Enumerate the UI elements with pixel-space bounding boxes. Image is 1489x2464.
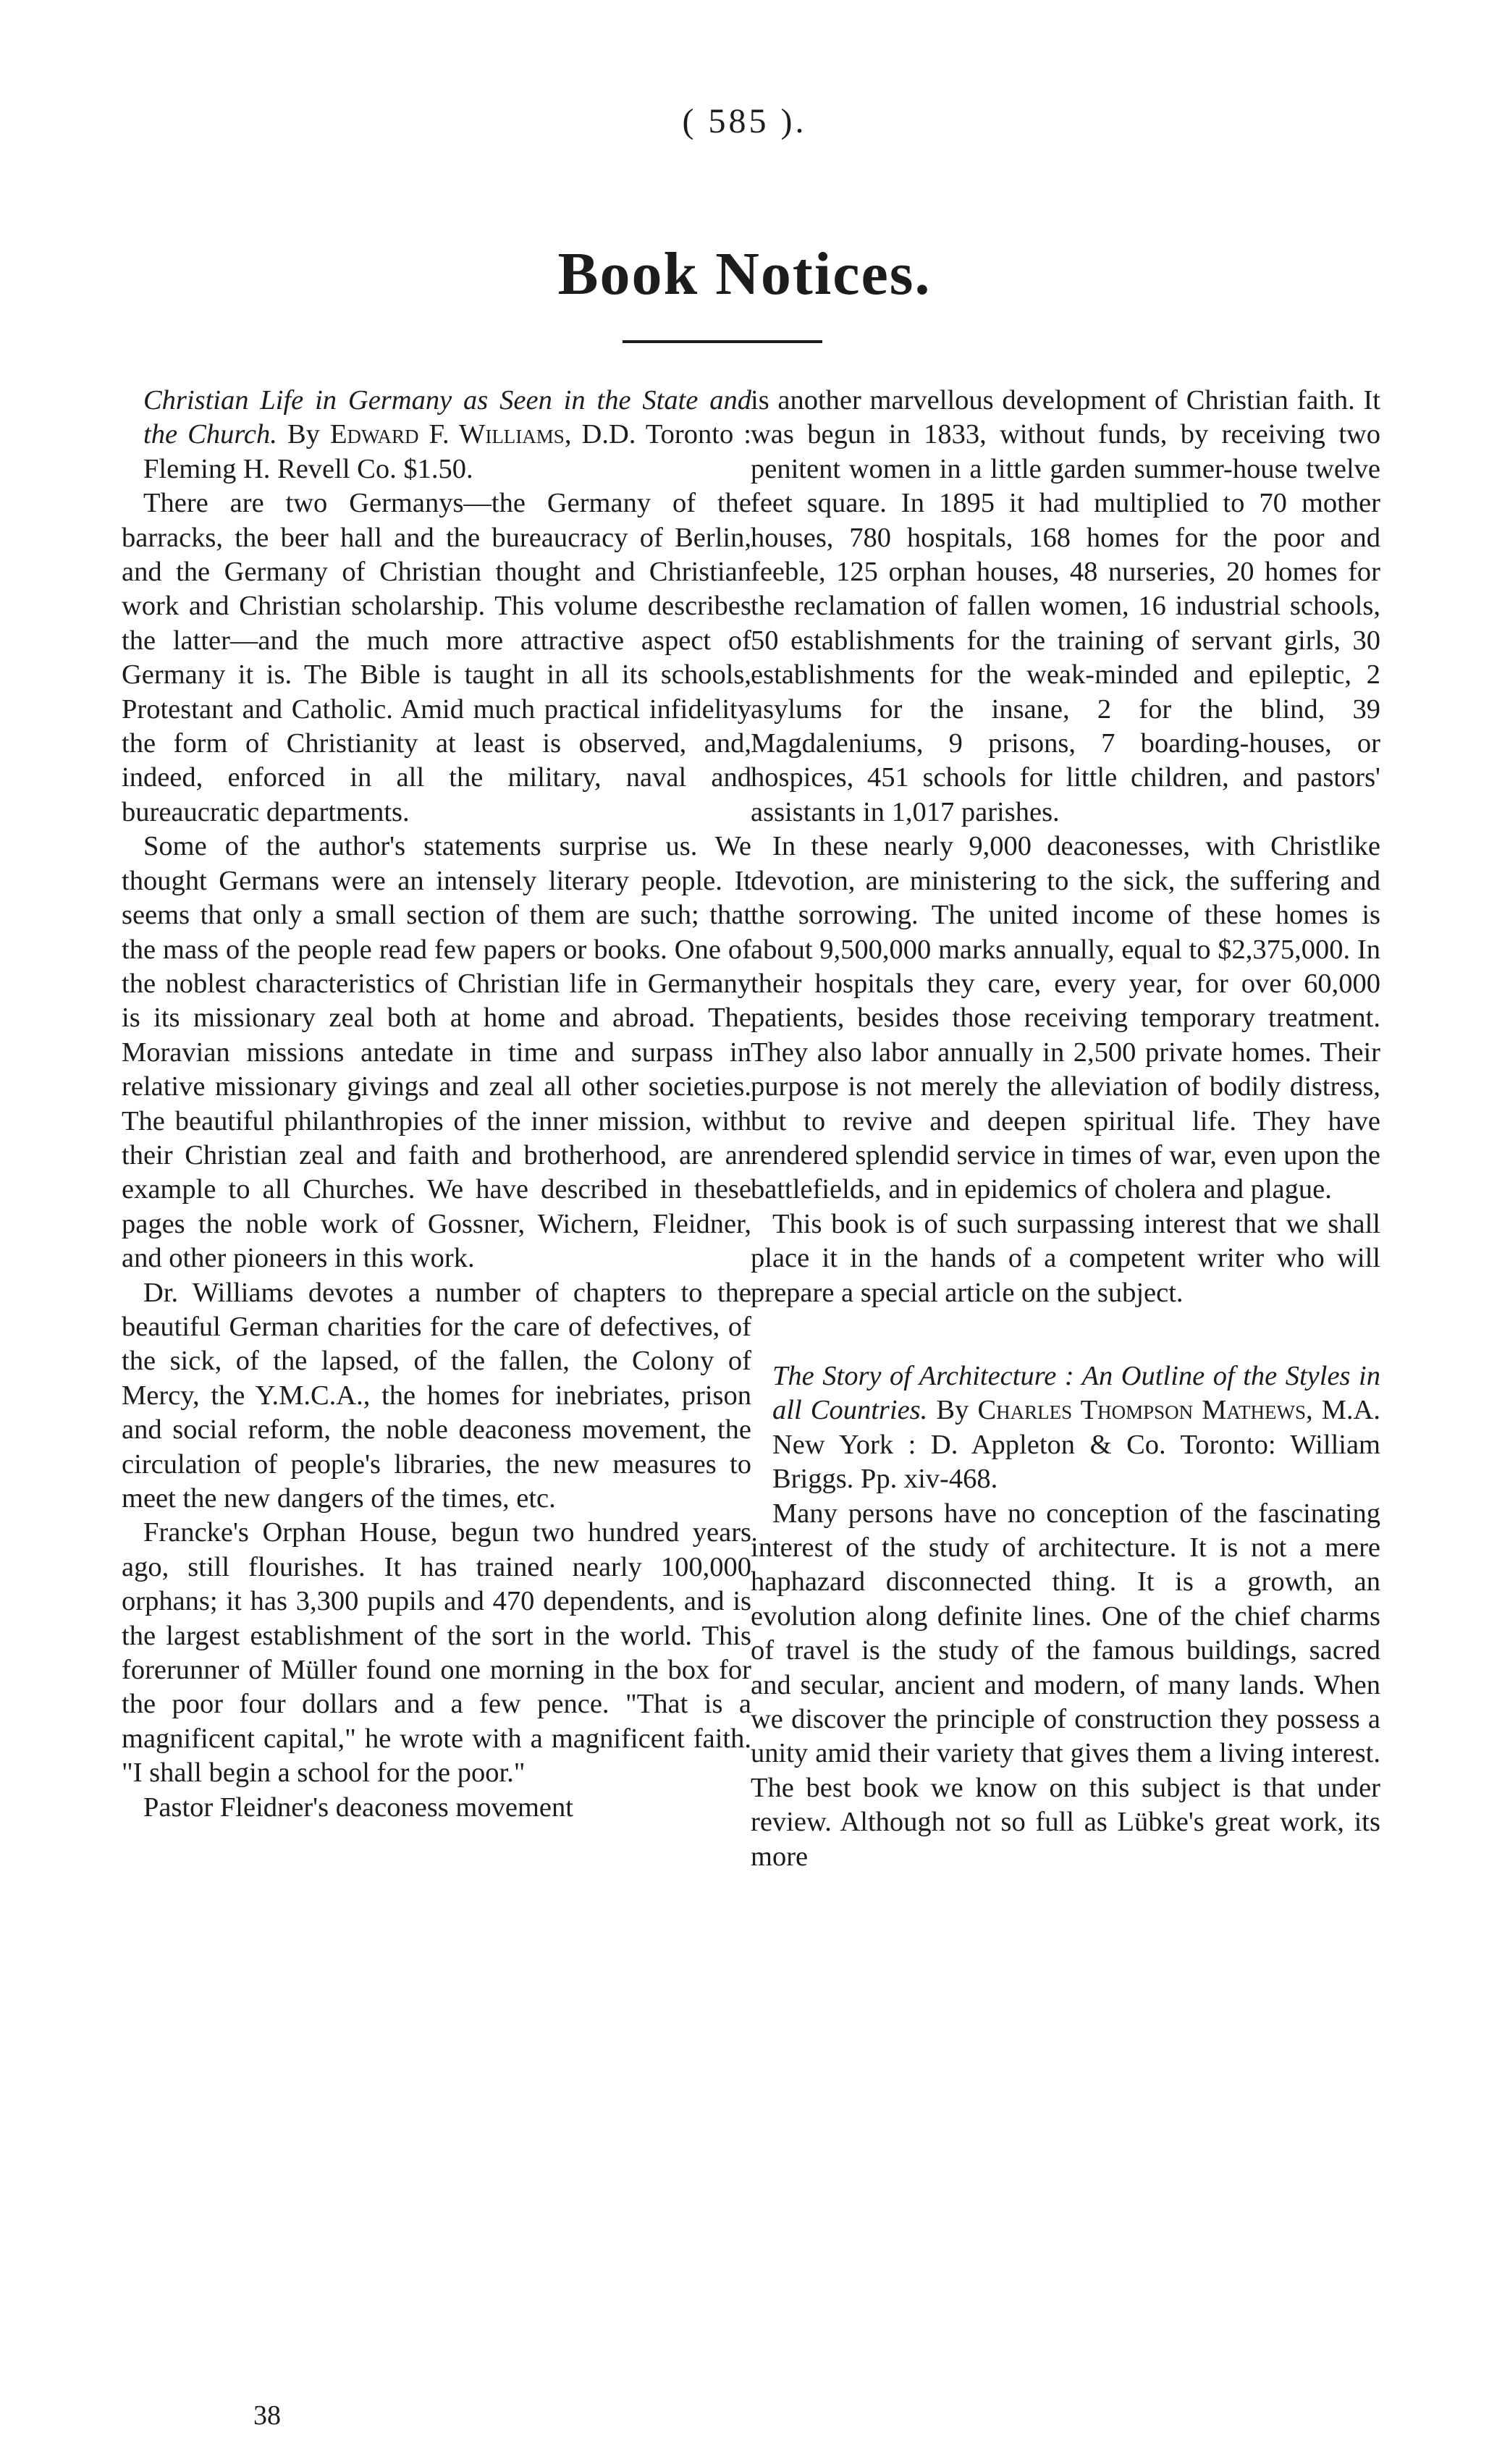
notice-2-title: The Story of Architecture : An Outline of the Styles in all Countries. bbox=[772, 1360, 1380, 1426]
notice-1-paragraph-4: Francke's Orphan House, begun two hundred years ago, still flourishes. It has trained nearly 100,000 orphans; it has 3,300 pupils and 470 dependents, and is the largest establishment of the sort in the world. This forerunner of Müller found one morning in the box for the poor four dollars and a few pence. "That is a magnificent capital," he wrote with a magnificent faith. "I shall begin a school for the poor." bbox=[122, 1517, 751, 1789]
notice-1-publisher: Toronto : Fleming H. Revell Co. $1.50. bbox=[143, 419, 751, 484]
notice-1-by: By bbox=[287, 419, 320, 450]
notice-2-author: Charles Thompson Mathews, M.A. bbox=[977, 1395, 1380, 1426]
notice-1-continuation: is another marvellous development of Christian faith. It was begun in 1833, without funds, by receiving two penitent women in a little garden summer-house twelve feet square. In 1895 it had multiplied to 70 mother houses, 780 hospitals, 168 homes for the poor and feeble, 125 orphan houses, 48 nurseries, 20 homes for the reclamation of fallen women, 16 industrial schools, 50 establishments for the training of servant girls, 30 establishments for the weak-minded and epileptic, 2 asylums for the insane, 2 for the blind, 39 Magdaleniums, 9 prisons, 7 boarding-houses, or hospices, 451 schools for little children, and pastors' assistants in 1,017 parishes. bbox=[751, 385, 1380, 827]
notice-2-header bbox=[751, 1359, 1380, 1497]
notice-2-publisher: New York : D. Appleton & Co. Toronto: William Briggs. Pp. xiv-468. bbox=[772, 1429, 1380, 1495]
notice-1-paragraph-7: This book is of such surpassing interest that we shall place it in the hands of a competent writer who will prepare a special article on the subject. bbox=[751, 1208, 1380, 1308]
page-number: ( 585 ). bbox=[682, 102, 807, 140]
notice-1-paragraph-3: Dr. Williams devotes a number of chapters to the beautiful German charities for the care of defectives, of the sick, of the lapsed, of the fallen, the Colony of Mercy, the Y.M.C.A., the homes for inebriates, prison and social reform, the noble deaconess movement, the circulation of people's libraries, the new measures to meet the new dangers of the times, etc. bbox=[122, 1277, 751, 1514]
notice-1-paragraph-2: Some of the author's statements surprise us. We thought Germans were an intensely literary people. It seems that only a small section of them are such; that the mass of the people read few papers or books. One of the noblest characteristics of Christian life in Germany is its missionary zeal both at home and abroad. The Moravian missions antedate in time and surpass in relative missionary givings and zeal all other societies. The beautiful philanthropies of the inner mission, with their Christian zeal and faith and brotherhood, are an example to all Churches. We have described in these pages the noble work of Gossner, Wichern, Fleidner, and other pioneers in this work. bbox=[122, 831, 751, 1274]
notice-1-paragraph-6: In these nearly 9,000 deaconesses, with Christlike devotion, are ministering to the sick, the suffering and the sorrowing. The united income of these homes is about 9,500,000 marks annually, equal to $2,375,000. In their hospitals they care, every year, for over 60,000 patients, besides those receiving temporary treatment. They also labor annually in 2,500 private homes. Their purpose is not merely the alleviation of bodily distress, but to revive and deepen spiritual life. They have rendered splendid service in times of war, even upon the battlefields, and in epidemics of cholera and plague. bbox=[751, 831, 1380, 1205]
left-column bbox=[122, 384, 751, 1825]
notice-1-title: Christian Life in Germany as Seen in the State and the Church. bbox=[143, 385, 751, 450]
notice-2-paragraph-1: Many persons have no conception of the fascinating interest of the study of architecture. It is not a mere haphazard disconnected thing. It is a growth, an evolution along definite lines. One of the chief charms of travel is the study of the famous buildings, sacred and secular, ancient and modern, of many lands. When we discover the principle of construction they possess a unity amid their variety that gives them a living interest. The best book we know on this subject is that under review. Although not so full as Lübke's great work, its more bbox=[751, 1498, 1380, 1872]
notice-separator bbox=[751, 1310, 1380, 1359]
right-column bbox=[751, 384, 1380, 1874]
notice-1-header bbox=[122, 384, 751, 486]
page-heading: Book Notices. bbox=[557, 240, 932, 308]
notice-1-paragraph-1: There are two Germanys—the Germany of the barracks, the beer hall and the bureaucracy of Berlin, and the Germany of Christian thought and Christian work and Christian scholarship. This volume describes the latter—and the much more attractive aspect of Germany it is. The Bible is taught in all its schools, Protestant and Catholic. Amid much practical infidelity the form of Christianity at least is observed, and, indeed, enforced in all the military, naval and bureaucratic departments. bbox=[122, 488, 751, 827]
notice-2-by: By bbox=[936, 1395, 969, 1426]
notice-1-paragraph-5: Pastor Fleidner's deaconess movement bbox=[143, 1792, 573, 1823]
notice-1-author: Edward F. Williams, D.D. bbox=[330, 419, 636, 450]
signature-mark: 38 bbox=[253, 2400, 281, 2431]
heading-rule bbox=[623, 340, 822, 343]
